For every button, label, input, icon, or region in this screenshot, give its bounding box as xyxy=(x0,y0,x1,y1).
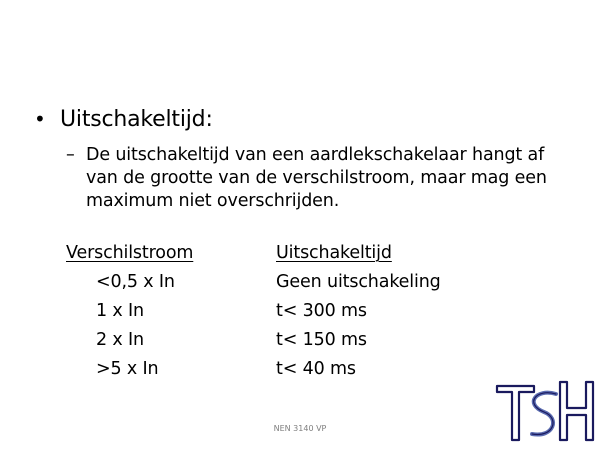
slide-footer: NEN 3140 VP xyxy=(273,424,327,433)
table-cell-current: 1 x In xyxy=(96,301,144,321)
tsh-logo xyxy=(494,378,598,450)
bullet-text: Uitschakeltijd: xyxy=(60,107,213,132)
bullet-item xyxy=(34,107,213,132)
table-header-verschilstroom: Verschilstroom xyxy=(66,243,194,263)
table-cell-time: t< 300 ms xyxy=(276,301,367,321)
bullet-symbol: • xyxy=(34,107,46,131)
table-cell-time: t< 40 ms xyxy=(276,359,356,379)
table-cell-time: Geen uitschakeling xyxy=(276,272,441,292)
sub-bullet-item xyxy=(66,144,566,213)
table-cell-time: t< 150 ms xyxy=(276,330,367,350)
table-header-uitschakeltijd: Uitschakeltijd xyxy=(276,243,392,263)
table-cell-current: <0,5 x In xyxy=(96,272,175,292)
table-cell-current: >5 x In xyxy=(96,359,159,379)
sub-bullet-dash: – xyxy=(66,145,75,165)
table-cell-current: 2 x In xyxy=(96,330,144,350)
sub-bullet-text: De uitschakeltijd van een aardlekschakelaar hangt af van de grootte van de verschilstroom, maar mag een maximum niet overschrijden. xyxy=(86,145,547,211)
